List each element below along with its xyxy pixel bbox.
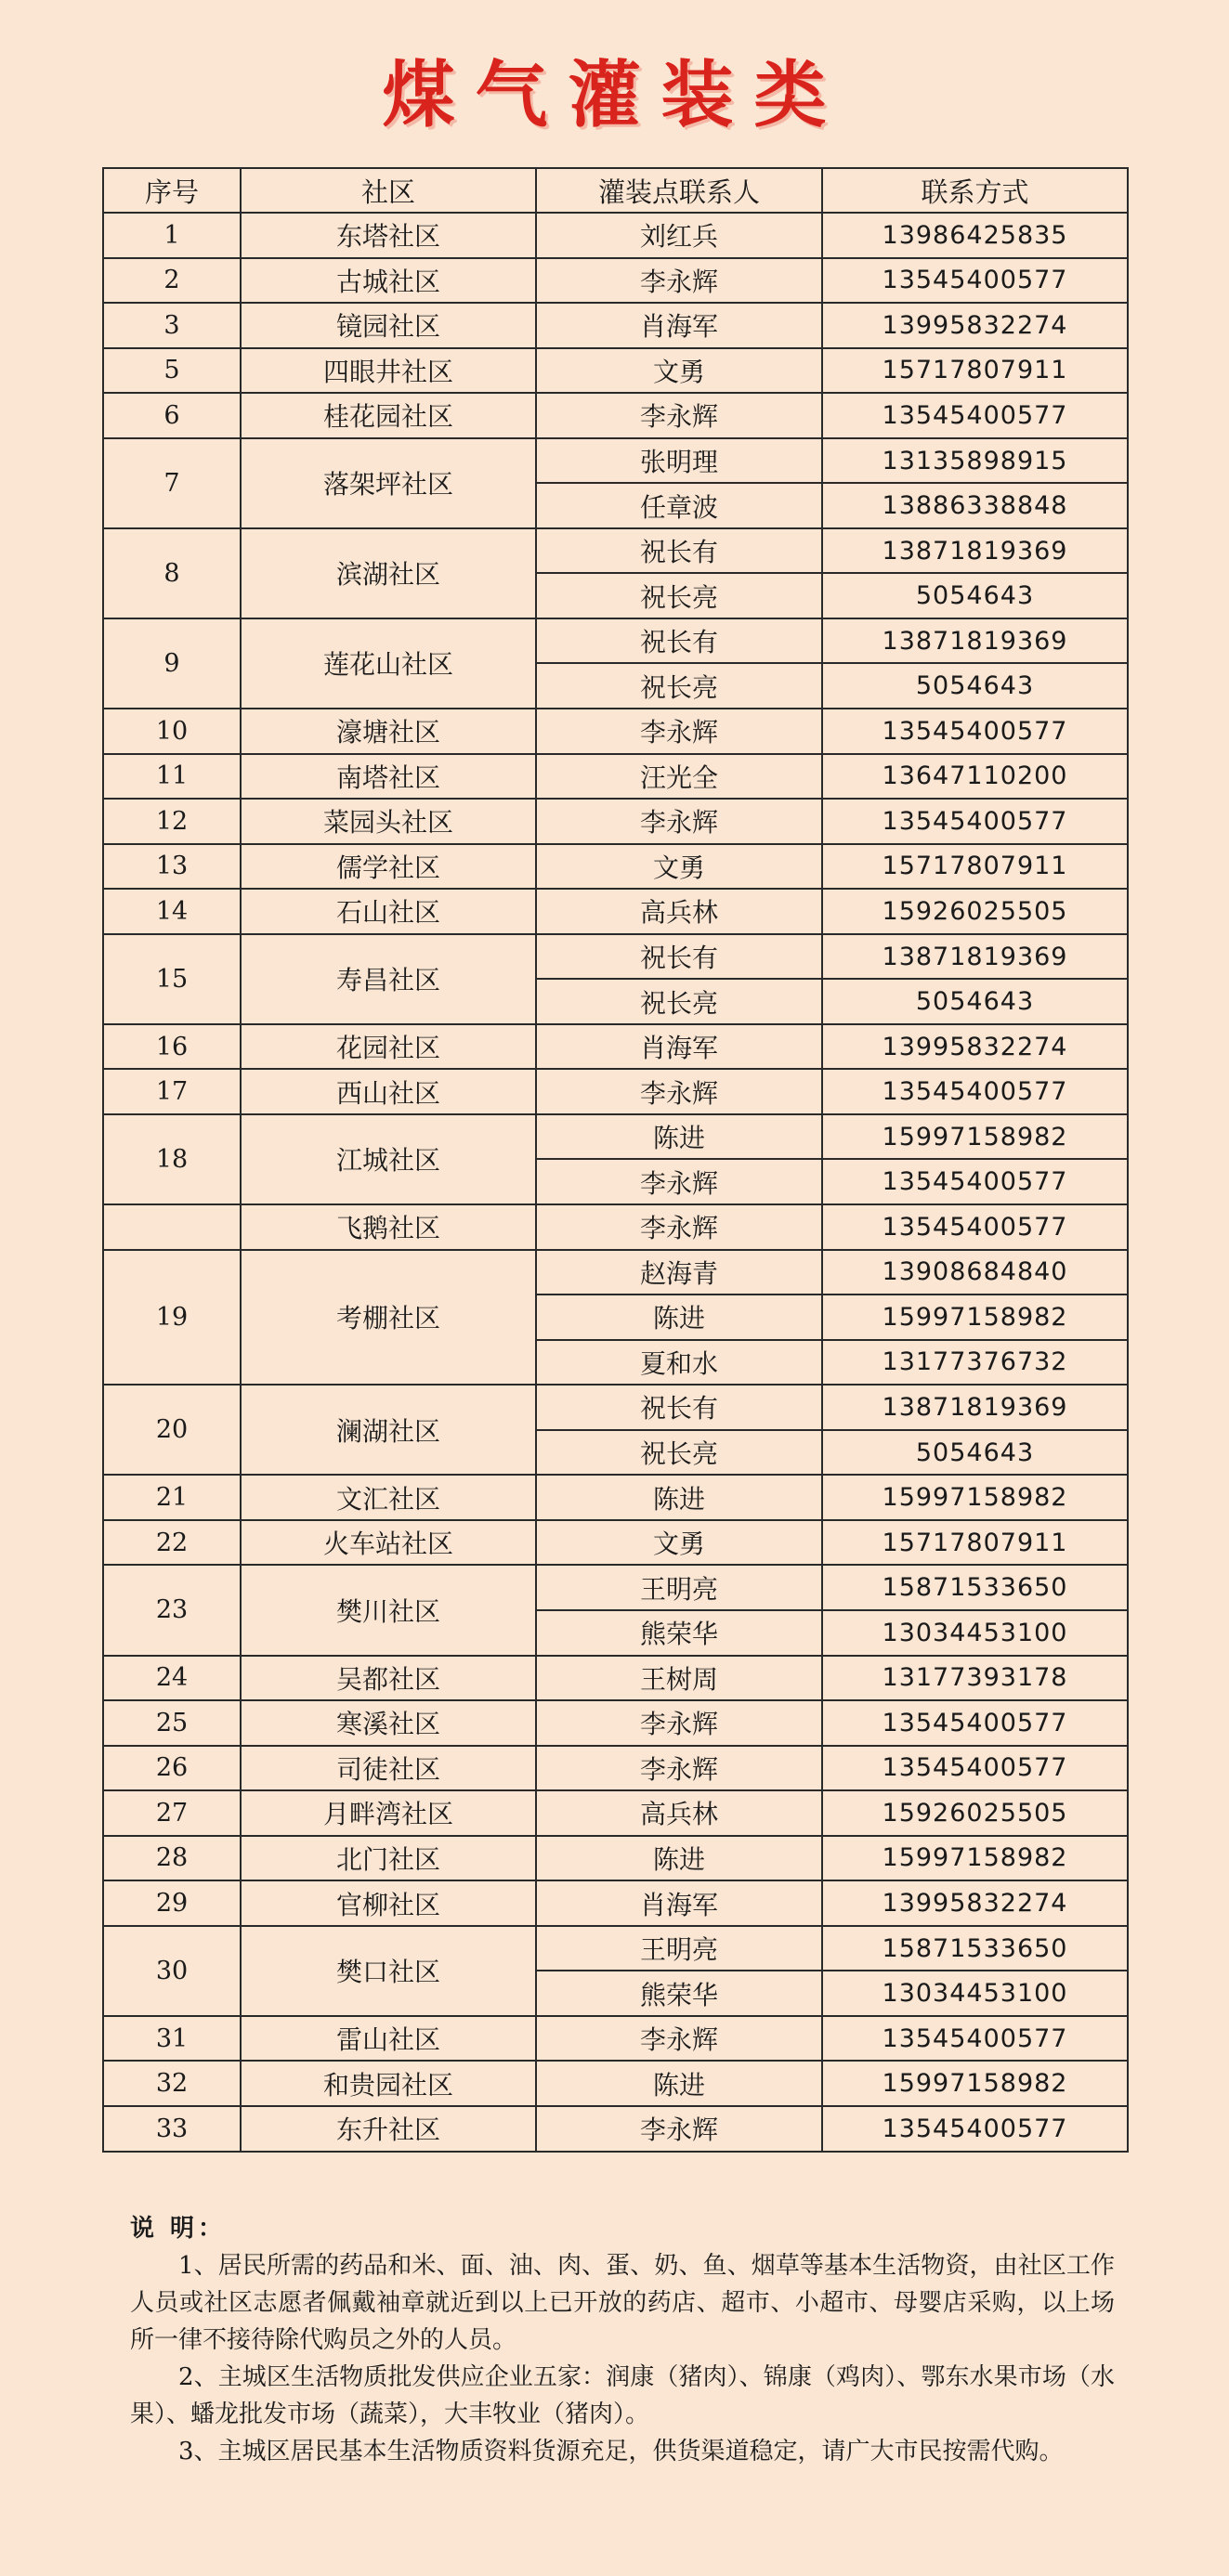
row-number: 23 <box>103 1565 241 1655</box>
community-name: 寿昌社区 <box>241 934 536 1024</box>
row-number: 24 <box>103 1656 241 1701</box>
row-number: 9 <box>103 618 241 709</box>
row-number: 28 <box>103 1836 241 1881</box>
contact-phone: 13545400577 <box>822 2106 1128 2152</box>
community-name: 落架坪社区 <box>241 438 536 528</box>
community-name: 西山社区 <box>241 1069 536 1114</box>
community-name: 和贵园社区 <box>241 2061 536 2106</box>
contact-phone: 13545400577 <box>822 1069 1128 1114</box>
table-header-row <box>103 168 1128 213</box>
contact-name: 任章波 <box>536 483 822 528</box>
table-row <box>103 754 1128 800</box>
contact-name: 李永辉 <box>536 1746 822 1791</box>
community-name: 吴都社区 <box>241 1656 536 1701</box>
row-number: 17 <box>103 1069 241 1114</box>
table-row <box>103 1656 1128 1701</box>
contact-phone: 13986425835 <box>822 213 1128 258</box>
contact-phone: 13545400577 <box>822 2016 1128 2062</box>
header-contact: 灌装点联系人 <box>536 168 822 213</box>
community-name: 考棚社区 <box>241 1250 536 1386</box>
table-row <box>103 934 1128 980</box>
row-number: 11 <box>103 754 241 800</box>
notes-section <box>130 2210 1115 2470</box>
contact-phone: 13647110200 <box>822 754 1128 800</box>
contact-name: 王明亮 <box>536 1565 822 1610</box>
community-name: 南塔社区 <box>241 754 536 800</box>
contact-phone: 15997158982 <box>822 1295 1128 1340</box>
contact-phone: 13995832274 <box>822 1024 1128 1070</box>
table-row <box>103 213 1128 258</box>
table-row <box>103 1836 1128 1881</box>
contact-name: 陈进 <box>536 1114 822 1160</box>
community-name: 古城社区 <box>241 258 536 304</box>
row-number: 10 <box>103 709 241 754</box>
contact-phone: 5054643 <box>822 979 1128 1024</box>
row-number: 25 <box>103 1700 241 1746</box>
contact-name: 肖海军 <box>536 1024 822 1070</box>
contact-name: 李永辉 <box>536 1700 822 1746</box>
contact-name: 李永辉 <box>536 258 822 304</box>
contact-phone: 13995832274 <box>822 303 1128 348</box>
contact-name: 李永辉 <box>536 393 822 438</box>
row-number: 15 <box>103 934 241 1024</box>
table-row <box>103 1880 1128 1926</box>
table-row <box>103 1024 1128 1070</box>
table-row <box>103 258 1128 304</box>
contact-phone: 5054643 <box>822 573 1128 618</box>
table-row <box>103 1926 1128 1971</box>
row-number: 33 <box>103 2106 241 2152</box>
community-name: 江城社区 <box>241 1114 536 1204</box>
community-name: 石山社区 <box>241 889 536 934</box>
contact-phone: 13545400577 <box>822 709 1128 754</box>
contact-phone: 15871533650 <box>822 1565 1128 1610</box>
row-number: 7 <box>103 438 241 528</box>
contact-phone: 13545400577 <box>822 1204 1128 1250</box>
community-name: 司徒社区 <box>241 1746 536 1791</box>
contact-name: 陈进 <box>536 2061 822 2106</box>
contact-name: 李永辉 <box>536 2106 822 2152</box>
table-row <box>103 2106 1128 2152</box>
contact-phone: 13034453100 <box>822 1971 1128 2016</box>
contact-name: 文勇 <box>536 348 822 394</box>
contact-phone: 13995832274 <box>822 1880 1128 1926</box>
contact-name: 肖海军 <box>536 303 822 348</box>
contact-phone: 13034453100 <box>822 1610 1128 1656</box>
contact-phone: 13177393178 <box>822 1656 1128 1701</box>
row-number: 8 <box>103 528 241 618</box>
page-title: 煤气灌装类 <box>382 53 847 137</box>
contact-phone: 13545400577 <box>822 1159 1128 1204</box>
community-name: 东塔社区 <box>241 213 536 258</box>
contact-name: 夏和水 <box>536 1340 822 1386</box>
row-number: 20 <box>103 1385 241 1475</box>
header-community: 社区 <box>241 168 536 213</box>
community-name: 雷山社区 <box>241 2016 536 2062</box>
table-row <box>103 799 1128 844</box>
table-row <box>103 1565 1128 1610</box>
contact-phone: 5054643 <box>822 663 1128 709</box>
table-row <box>103 1475 1128 1520</box>
contact-phone: 13545400577 <box>822 1746 1128 1791</box>
contact-phone: 13545400577 <box>822 799 1128 844</box>
community-name: 滨湖社区 <box>241 528 536 618</box>
contact-phone: 13908684840 <box>822 1250 1128 1295</box>
row-number: 13 <box>103 844 241 890</box>
contact-name: 祝长亮 <box>536 573 822 618</box>
contact-name: 李永辉 <box>536 709 822 754</box>
table-body <box>103 213 1128 2152</box>
row-number: 14 <box>103 889 241 934</box>
contact-name: 文勇 <box>536 844 822 890</box>
contact-name: 汪光全 <box>536 754 822 800</box>
table-row <box>103 303 1128 348</box>
row-number: 30 <box>103 1926 241 2016</box>
row-number: 31 <box>103 2016 241 2062</box>
table-row <box>103 709 1128 754</box>
contact-name: 祝长有 <box>536 528 822 574</box>
contact-name: 陈进 <box>536 1295 822 1340</box>
contact-name: 肖海军 <box>536 1880 822 1926</box>
contact-phone: 13871819369 <box>822 618 1128 664</box>
table-row <box>103 1385 1128 1430</box>
note-item: 1、居民所需的药品和米、面、油、肉、蛋、奶、鱼、烟草等基本生活物资，由社区工作人员或社区志愿者佩戴袖章就近到以上已开放的药店、超市、小超市、母婴店采购，以上场所一律不接待除代购员之外的人员。 <box>130 2252 1115 2354</box>
table-row <box>103 348 1128 394</box>
community-name: 月畔湾社区 <box>241 1790 536 1836</box>
contact-name: 李永辉 <box>536 1204 822 1250</box>
row-number: 19 <box>103 1250 241 1386</box>
row-number: 21 <box>103 1475 241 1520</box>
community-name: 樊川社区 <box>241 1565 536 1655</box>
table-row <box>103 1204 1128 1250</box>
community-name: 花园社区 <box>241 1024 536 1070</box>
row-number: 2 <box>103 258 241 304</box>
contact-name: 文勇 <box>536 1520 822 1566</box>
contact-phone: 15717807911 <box>822 348 1128 394</box>
contact-phone: 15997158982 <box>822 2061 1128 2106</box>
row-number: 22 <box>103 1520 241 1566</box>
contact-name: 李永辉 <box>536 1159 822 1204</box>
row-number: 5 <box>103 348 241 394</box>
row-number: 26 <box>103 1746 241 1791</box>
contact-name: 王明亮 <box>536 1926 822 1971</box>
community-name: 飞鹅社区 <box>241 1204 536 1250</box>
community-name: 桂花园社区 <box>241 393 536 438</box>
contact-phone: 15926025505 <box>822 1790 1128 1836</box>
contact-phone: 5054643 <box>822 1430 1128 1476</box>
contact-name: 熊荣华 <box>536 1971 822 2016</box>
gas-refill-table <box>102 167 1129 2153</box>
note-item: 2、主城区生活物质批发供应企业五家：润康（猪肉）、锦康（鸡肉）、鄂东水果市场（水果）、蟠龙批发市场（蔬菜），大丰牧业（猪肉）。 <box>130 2363 1115 2428</box>
contact-name: 祝长有 <box>536 934 822 980</box>
table-row <box>103 2061 1128 2106</box>
community-name: 东升社区 <box>241 2106 536 2152</box>
contact-phone: 15717807911 <box>822 1520 1128 1566</box>
table-row <box>103 1790 1128 1836</box>
table-row <box>103 844 1128 890</box>
table-row <box>103 438 1128 484</box>
table-row <box>103 1746 1128 1791</box>
contact-phone: 13545400577 <box>822 393 1128 438</box>
table-row <box>103 1700 1128 1746</box>
contact-phone: 13871819369 <box>822 1385 1128 1430</box>
header-no: 序号 <box>103 168 241 213</box>
contact-name: 王树周 <box>536 1656 822 1701</box>
contact-name: 刘红兵 <box>536 213 822 258</box>
contact-name: 陈进 <box>536 1836 822 1881</box>
row-number: 16 <box>103 1024 241 1070</box>
contact-name: 祝长亮 <box>536 663 822 709</box>
row-number: 12 <box>103 799 241 844</box>
community-name: 樊口社区 <box>241 1926 536 2016</box>
community-name: 莲花山社区 <box>241 618 536 709</box>
row-number: 18 <box>103 1114 241 1204</box>
community-name: 火车站社区 <box>241 1520 536 1566</box>
contact-phone: 15997158982 <box>822 1475 1128 1520</box>
contact-phone: 15717807911 <box>822 844 1128 890</box>
contact-phone: 13871819369 <box>822 528 1128 574</box>
contact-name: 熊荣华 <box>536 1610 822 1656</box>
contact-phone: 15926025505 <box>822 889 1128 934</box>
row-number: 27 <box>103 1790 241 1836</box>
community-name: 镜园社区 <box>241 303 536 348</box>
contact-name: 李永辉 <box>536 2016 822 2062</box>
notes-heading: 说 明： <box>130 2215 227 2243</box>
header-phone: 联系方式 <box>822 168 1128 213</box>
contact-name: 祝长有 <box>536 618 822 664</box>
table-row <box>103 889 1128 934</box>
community-name: 北门社区 <box>241 1836 536 1881</box>
contact-name: 陈进 <box>536 1475 822 1520</box>
row-number: 29 <box>103 1880 241 1926</box>
contact-phone: 13886338848 <box>822 483 1128 528</box>
contact-phone: 13871819369 <box>822 934 1128 980</box>
table-row <box>103 618 1128 664</box>
table-row <box>103 1069 1128 1114</box>
table-row <box>103 1520 1128 1566</box>
contact-name: 张明理 <box>536 438 822 484</box>
contact-name: 李永辉 <box>536 799 822 844</box>
row-number: 32 <box>103 2061 241 2106</box>
contact-name: 祝长亮 <box>536 979 822 1024</box>
table-row <box>103 1250 1128 1295</box>
contact-name: 李永辉 <box>536 1069 822 1114</box>
community-name: 四眼井社区 <box>241 348 536 394</box>
contact-phone: 13545400577 <box>822 1700 1128 1746</box>
row-number: 1 <box>103 213 241 258</box>
contact-name: 祝长有 <box>536 1385 822 1430</box>
contact-name: 赵海青 <box>536 1250 822 1295</box>
contact-name: 高兵林 <box>536 889 822 934</box>
contact-phone: 13545400577 <box>822 258 1128 304</box>
community-name: 寒溪社区 <box>241 1700 536 1746</box>
table-row <box>103 393 1128 438</box>
contact-phone: 15997158982 <box>822 1836 1128 1881</box>
community-name: 澜湖社区 <box>241 1385 536 1475</box>
community-name: 儒学社区 <box>241 844 536 890</box>
community-name: 文汇社区 <box>241 1475 536 1520</box>
row-number <box>103 1204 241 1250</box>
table-row <box>103 2016 1128 2062</box>
table-row <box>103 528 1128 574</box>
note-item: 3、主城区居民基本生活物质资料货源充足，供货渠道稳定，请广大市民按需代购。 <box>178 2438 1064 2465</box>
contact-phone: 15871533650 <box>822 1926 1128 1971</box>
community-name: 官柳社区 <box>241 1880 536 1926</box>
table-row <box>103 1114 1128 1160</box>
contact-phone: 15997158982 <box>822 1114 1128 1160</box>
community-name: 濠塘社区 <box>241 709 536 754</box>
contact-phone: 13177376732 <box>822 1340 1128 1386</box>
row-number: 6 <box>103 393 241 438</box>
community-name: 菜园头社区 <box>241 799 536 844</box>
row-number: 3 <box>103 303 241 348</box>
contact-phone: 13135898915 <box>822 438 1128 484</box>
contact-name: 高兵林 <box>536 1790 822 1836</box>
contact-name: 祝长亮 <box>536 1430 822 1476</box>
